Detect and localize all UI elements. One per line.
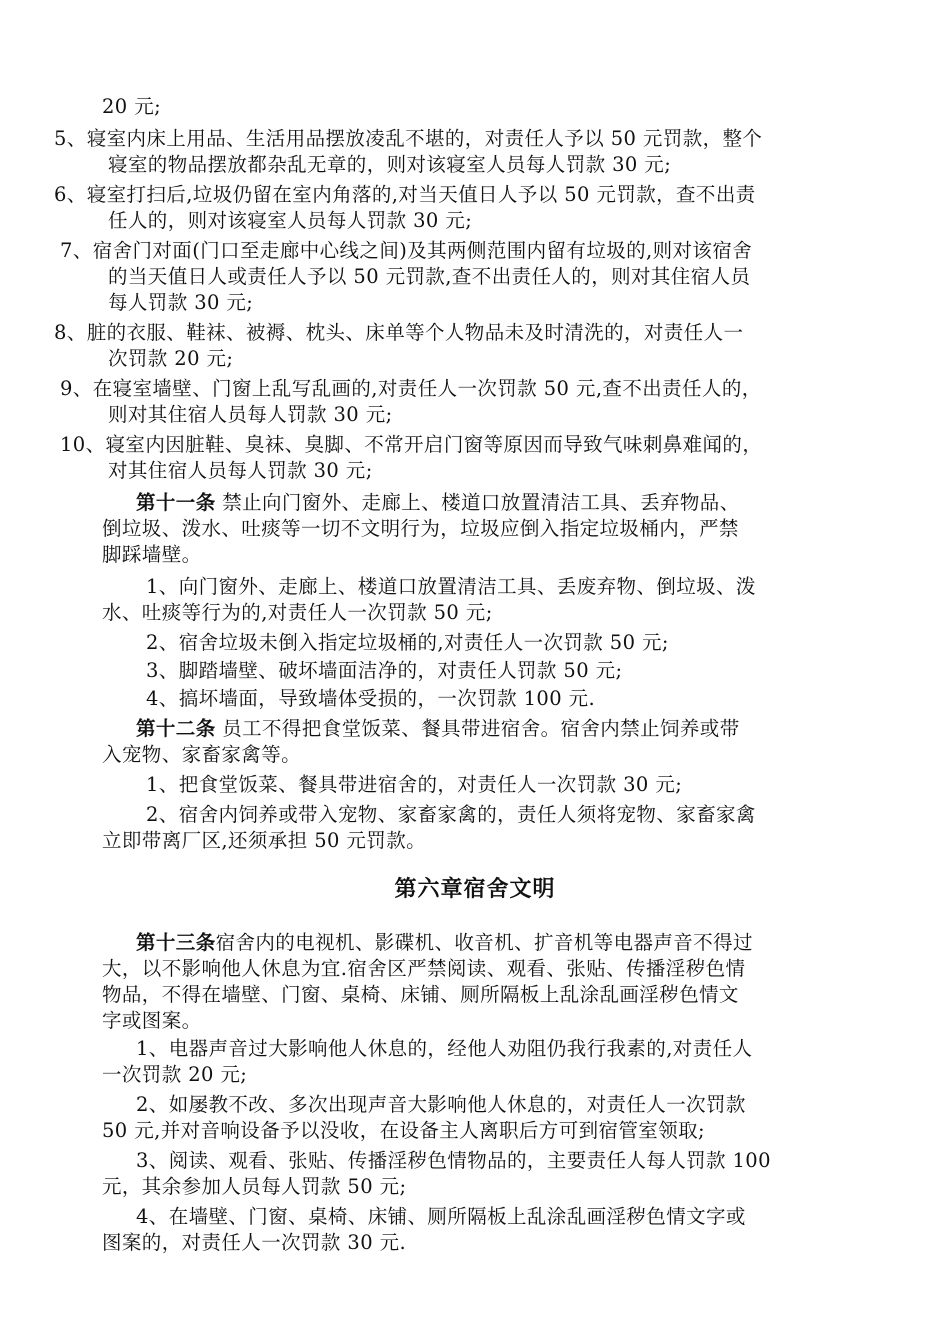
article-13-line-1 <box>136 930 753 956</box>
article-11-line-3: 脚踩墙壁。 <box>102 543 202 566</box>
article-13-point-3-line-1: 3、阅读、观看、张贴、传播淫秽色情物品的，主要责任人每人罚款 100 <box>136 1149 771 1172</box>
article-13-line-3: 物品，不得在墙壁、门窗、桌椅、床铺、厕所隔板上乱涂乱画淫秽色情文 <box>102 983 739 1006</box>
article-11-line-1 <box>136 490 740 516</box>
item-6-line-2: 任人的，则对该寝室人员每人罚款 30 元; <box>108 209 473 232</box>
item-7-line-1: 7、宿舍门对面(门口至走廊中心线之间)及其两侧范围内留有垃圾的,则对该宿舍 <box>60 239 753 262</box>
article-12-line-2: 入宠物、家畜家禽等。 <box>102 743 302 766</box>
article-13-line-4: 字或图案。 <box>102 1009 202 1032</box>
item-6-line-1: 6、寝室打扫后,垃圾仍留在室内角落的,对当天值日人予以 50 元罚款，查不出责 <box>54 183 756 206</box>
article-11-point-1-line-2: 水、吐痰等行为的,对责任人一次罚款 50 元; <box>102 601 493 624</box>
article-12-line-1 <box>136 716 740 742</box>
item-7-line-2: 的当天值日人或责任人予以 50 元罚款,查不出责任人的，则对其住宿人员 <box>108 265 751 288</box>
article-11-point-4: 4、搞坏墙面，导致墙体受损的，一次罚款 100 元. <box>146 687 596 710</box>
article-11-point-3: 3、脚踏墙壁、破坏墙面洁净的，对责任人罚款 50 元; <box>146 659 623 682</box>
article-11-label: 第十一条 <box>136 491 216 514</box>
article-13-point-3-line-2: 元，其余参加人员每人罚款 50 元; <box>102 1175 407 1198</box>
article-13-point-4-line-2: 图案的，对责任人一次罚款 30 元. <box>102 1231 407 1254</box>
article-13-line-2: 大，以不影响他人休息为宜.宿舍区严禁阅读、观看、张贴、传播淫秽色情 <box>102 957 746 980</box>
item-5-line-2: 寝室的物品摆放都杂乱无章的，则对该寝室人员每人罚款 30 元; <box>108 153 672 176</box>
item-10-line-1: 10、寝室内因脏鞋、臭袜、臭脚、不常开启门窗等原因而导致气味刺鼻难闻的， <box>60 433 763 456</box>
article-11-point-1-line-1: 1、向门窗外、走廊上、楼道口放置清洁工具、丢废弃物、倒垃圾、泼 <box>146 575 756 598</box>
article-12-label: 第十二条 <box>136 717 216 740</box>
item-8-line-2: 次罚款 20 元; <box>108 347 234 370</box>
article-13-text-1: 宿舍内的电视机、影碟机、收音机、扩音机等电器声音不得过 <box>215 931 753 954</box>
item-7-line-3: 每人罚款 30 元; <box>108 291 254 314</box>
article-11-line-2: 倒垃圾、泼水、吐痰等一切不文明行为，垃圾应倒入指定垃圾桶内，严禁 <box>102 517 739 540</box>
article-12-point-2-line-2: 立即带离厂区,还须承担 50 元罚款。 <box>102 829 427 852</box>
article-12-point-1: 1、把食堂饭菜、餐具带进宿舍的，对责任人一次罚款 30 元; <box>146 773 683 796</box>
article-13-point-1-line-2: 一次罚款 20 元; <box>102 1063 248 1086</box>
article-11-point-2: 2、宿舍垃圾未倒入指定垃圾桶的,对责任人一次罚款 50 元; <box>146 631 669 654</box>
article-13-point-1-line-1: 1、电器声音过大影响他人休息的，经他人劝阻仍我行我素的,对责任人 <box>136 1037 753 1060</box>
article-13-point-2-line-1: 2、如屡教不改、多次出现声音大影响他人休息的，对责任人一次罚款 <box>136 1093 746 1116</box>
article-13-point-2-line-2: 50 元,并对音响设备予以没收，在设备主人离职后方可到宿管室领取; <box>102 1119 705 1142</box>
article-11-text-1: 禁止向门窗外、走廊上、楼道口放置清洁工具、丢弃物品、 <box>215 491 740 514</box>
article-12-point-2-line-1: 2、宿舍内饲养或带入宠物、家畜家禽的，责任人须将宠物、家畜家禽 <box>146 803 756 826</box>
chapter-6-title: 第六章宿舍文明 <box>394 876 556 902</box>
article-13-point-4-line-1: 4、在墙壁、门窗、桌椅、床铺、厕所隔板上乱涂乱画淫秽色情文字或 <box>136 1205 746 1228</box>
item-8-line-1: 8、脏的衣服、鞋袜、被褥、枕头、床单等个人物品未及时清洗的，对责任人一 <box>54 321 744 344</box>
article-12-text-1: 员工不得把食堂饭菜、餐具带进宿舍。宿舍内禁止饲养或带 <box>215 717 740 740</box>
item-9-line-2: 则对其住宿人员每人罚款 30 元; <box>108 403 393 426</box>
item-9-line-1: 9、在寝室墙壁、门窗上乱写乱画的,对责任人一次罚款 50 元,查不出责任人的， <box>60 377 762 400</box>
item-4-continuation: 20 元; <box>102 95 162 118</box>
item-5-line-1: 5、寝室内床上用品、生活用品摆放凌乱不堪的，对责任人予以 50 元罚款，整个 <box>54 127 763 150</box>
article-13-label: 第十三条 <box>136 931 216 954</box>
item-10-line-2: 对其住宿人员每人罚款 30 元; <box>108 459 373 482</box>
